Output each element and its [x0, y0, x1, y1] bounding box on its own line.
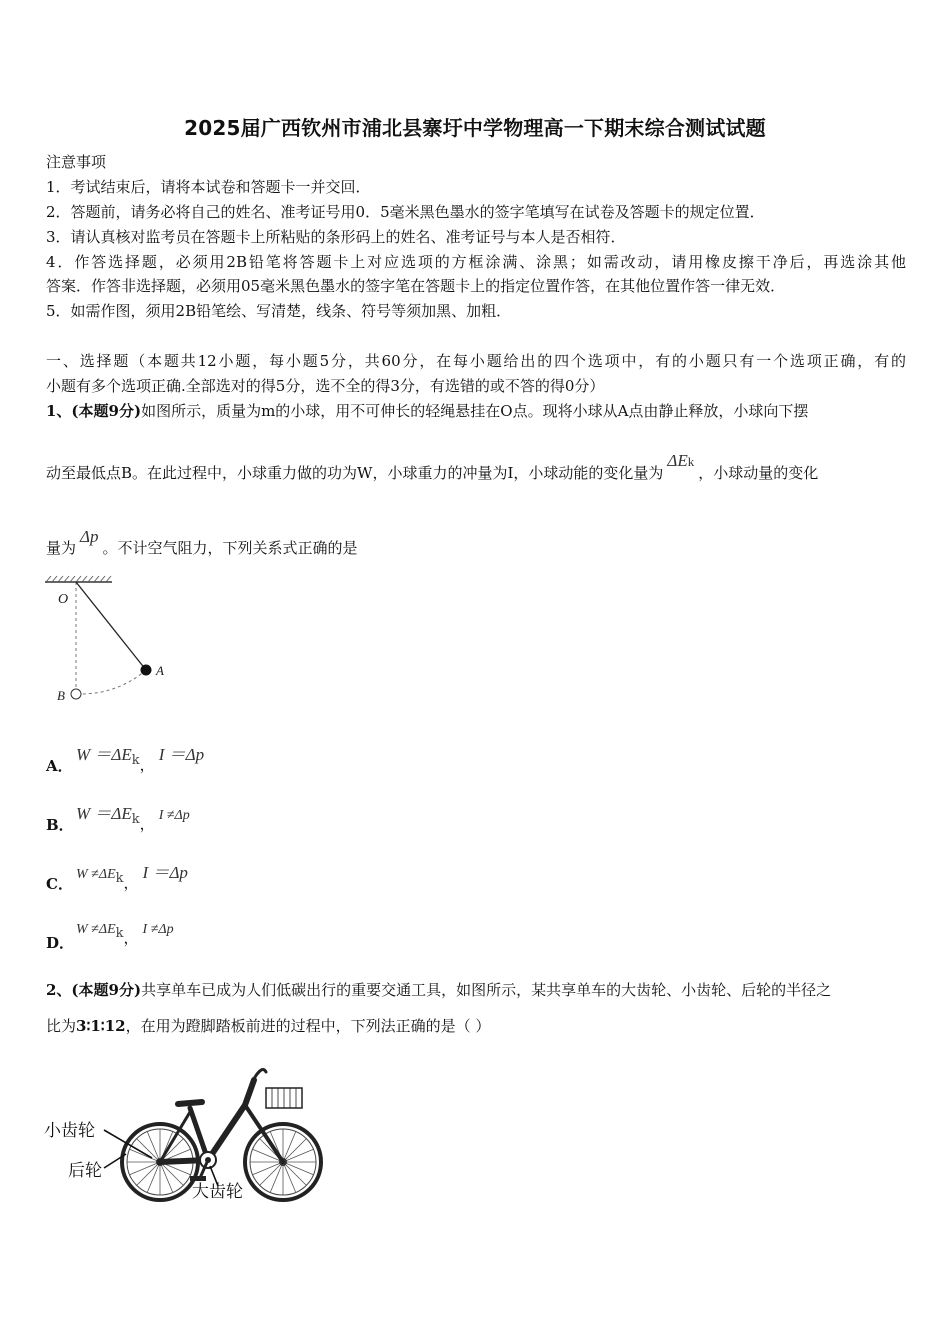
label-big-gear: 大齿轮 — [192, 1182, 243, 1201]
q2-number: 2、(本题9分) — [46, 981, 142, 999]
notice-item-4-cont: 答案．作答非选择题，必须用05毫米黑色墨水的签字笔在答题卡上的指定位置作答，在其他位置作答一律无效． — [46, 277, 786, 295]
bicycle-frame-icon — [160, 1070, 302, 1162]
label-small-gear: 小齿轮 — [44, 1121, 95, 1140]
bicycle-figure — [40, 1050, 340, 1205]
option-b-content[interactable]: $W =\Delta E_k$， I ≠Δp — [76, 804, 190, 833]
big-gear-icon — [190, 1152, 216, 1181]
swing-arc — [80, 670, 146, 694]
notice-item-4: 4．作答选择题，必须用2B铅笔将答题卡上对应选项的方框涂满、涂黑；如需改动，请用橡皮擦干净后，再选涂其他 — [46, 253, 906, 271]
q1-delta-ek: ΔEk — [667, 451, 695, 470]
pendulum-figure — [40, 574, 180, 706]
q1-text-2b: ，小球动量的变化 — [698, 464, 819, 482]
option-a-content[interactable]: $W =\Delta E_k$，I ＝Δp — [76, 745, 205, 774]
q1-text-1: 如图所示，质量为m的小球，用不可伸长的轻绳悬挂在O点。现将小球从A点由静止释放，小球向下摆 — [141, 402, 809, 420]
option-b-letter[interactable]: B． — [46, 816, 74, 834]
page-title: 2025届广西钦州市浦北县寨圩中学物理高一下期末综合测试试题 — [184, 116, 766, 140]
q1-line-2 — [46, 451, 906, 485]
q1-text-3b: 。不计空气阻力，下列关系式正确的是 — [102, 539, 358, 557]
pendulum-string — [76, 582, 146, 670]
q1-delta-p: Δp — [80, 527, 99, 546]
q2-text-2b: ，在用为蹬脚踏板前进的过程中，下列法正确的是（ ） — [125, 1017, 491, 1035]
q2-text-2: 比为 — [46, 1017, 77, 1035]
label-o: O — [58, 592, 69, 607]
label-a: A — [156, 663, 164, 678]
option-a-letter[interactable]: A． — [46, 757, 73, 775]
option-c-content[interactable]: $W \ne\Delta E_k$，I ＝Δp — [76, 863, 188, 892]
q2-ratio: 3∶1∶12 — [76, 1017, 126, 1035]
notice-item-5: 5．如需作图，须用2B铅笔绘、写清楚，线条、符号等须加黑、加粗． — [46, 302, 512, 320]
label-rear-wheel: 后轮 — [68, 1161, 102, 1180]
ball-a — [141, 665, 152, 676]
q2-text-1: 共享单车已成为人们低碳出行的重要交通工具，如图所示，某共享单车的大齿轮、小齿轮、后轮的半径之 — [141, 981, 832, 999]
section-1-intro: 一、选择题（本题共12小题，每小题5分，共60分，在每小题给出的四个选项中，有的小题只有一个选项正确，有的 — [46, 352, 906, 370]
label-b: B — [57, 688, 65, 703]
notice-item-2: 2．答题前，请务必将自己的姓名、准考证号用0．5毫米黑色墨水的签字笔填写在试卷及答题卡的规定位置． — [46, 203, 765, 221]
q1-text-2: 动至最低点B。在此过程中，小球重力做的功为W，小球重力的冲量为I，小球动能的变化量为 — [46, 464, 664, 482]
ball-b — [71, 689, 81, 699]
option-d-letter[interactable]: D． — [46, 934, 75, 952]
notice-heading: 注意事项 — [46, 153, 107, 171]
q1-number: 1、(本题9分) — [46, 402, 142, 420]
q1-line-1 — [46, 400, 906, 422]
notice-item-1: 1．考试结束后，请将本试卷和答题卡一并交回． — [46, 178, 371, 196]
q2-line-2 — [46, 1015, 906, 1037]
q2-line-1 — [46, 979, 906, 1001]
ceiling-hatch — [46, 576, 111, 582]
section-1-intro-cont: 小题有多个选项正确.全部选对的得5分，选不全的得3分，有选错的或不答的得0分） — [46, 377, 605, 395]
option-d-content[interactable]: $W \ne\Delta E_k$， I ≠Δp — [76, 922, 174, 947]
q1-text-3: 量为 — [46, 539, 77, 557]
option-c-letter[interactable]: C． — [46, 875, 73, 893]
notice-item-3: 3．请认真核对监考员在答题卡上所粘贴的条形码上的姓名、准考证号与本人是否相符． — [46, 228, 626, 246]
q1-line-3 — [46, 527, 906, 559]
